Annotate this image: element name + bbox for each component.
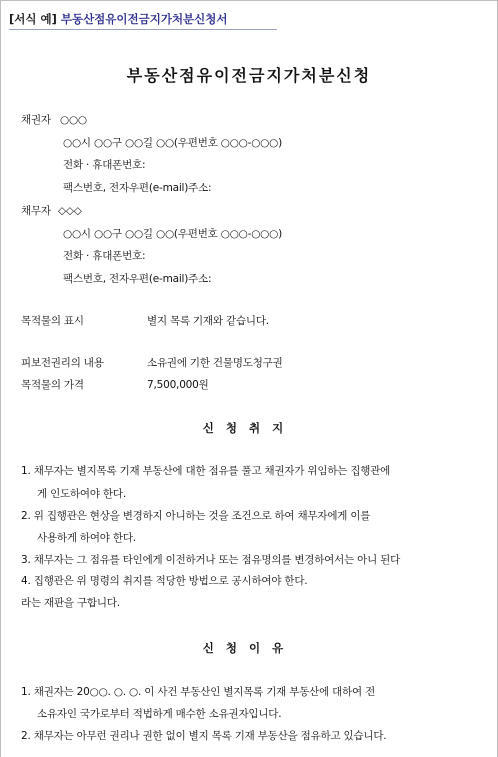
debtor-phone: 전화 · 휴대폰번호:: [63, 250, 146, 262]
purpose-line: 게 인도하여야 한다.: [37, 488, 126, 500]
form-example-tag: [서식 예]: [9, 12, 57, 26]
purpose-line: 4. 집행관은 위 명령의 취지를 적당한 방법으로 공시하여야 한다.: [21, 575, 308, 587]
purpose-line: 사용하게 하여야 한다.: [37, 532, 136, 544]
reason-line: 2. 채무자는 아무런 권리나 권한 없이 별지 목록 기재 부동산을 점유하고 있습니다.: [21, 730, 387, 742]
price-value: 7,500,000원: [147, 379, 209, 391]
purpose-closing: 라는 재판을 구합니다.: [21, 597, 120, 609]
right-value: 소유권에 기한 건물명도청구권: [147, 357, 283, 369]
debtor-label: 채무자: [21, 205, 51, 217]
purpose-line: 3. 채무자는 그 점유를 타인에게 이전하거나 또는 점유명의를 변경하여서는 아니 된다: [21, 554, 401, 566]
creditor-fax: 팩스번호, 전자우편(e-mail)주소:: [63, 182, 212, 194]
debtor-address: ○○시 ○○구 ○○길 ○○(우편번호 ○○○-○○○): [63, 228, 282, 240]
reason-heading: 신청이유: [202, 641, 296, 655]
reason-line: 1. 채권자는 20○○. ○. ○. 이 사건 부동산인 별지목록 기재 부동산에 대하여 전: [21, 686, 376, 698]
creditor-name: ○○○: [59, 114, 87, 126]
object-value: 별지 목록 기재와 같습니다.: [147, 315, 269, 327]
object-label: 목적물의 표시: [21, 315, 84, 327]
right-label: 피보전권리의 내용: [21, 357, 104, 369]
debtor-fax: 팩스번호, 전자우편(e-mail)주소:: [63, 273, 212, 285]
creditor-label-line: [21, 113, 87, 127]
price-label: 목적물의 가격: [21, 379, 84, 391]
document-title: 부동산점유이전금지가처분신청: [126, 66, 372, 85]
reason-line: 소유자인 국가로부터 적법하게 매수한 소유권자입니다.: [37, 708, 282, 720]
creditor-label: 채권자: [21, 114, 51, 126]
form-example-header: [9, 11, 277, 30]
purpose-heading: 신청취지: [202, 421, 296, 435]
creditor-phone: 전화 · 휴대폰번호:: [63, 159, 146, 171]
debtor-label-line: [21, 204, 82, 218]
debtor-name: ◇◇◇: [57, 205, 82, 217]
purpose-line: 1. 채무자는 별지목록 기재 부동산에 대한 점유를 풀고 채권자가 위임하는 집행관에: [21, 465, 391, 477]
purpose-line: 2. 위 집행관은 현상을 변경하지 아니하는 것을 조건으로 하여 채무자에게 이를: [21, 510, 371, 522]
creditor-address: ○○시 ○○구 ○○길 ○○(우편번호 ○○○-○○○): [63, 137, 282, 149]
form-example-subtitle: 부동산점유이전금지가처분신청서: [60, 12, 228, 26]
